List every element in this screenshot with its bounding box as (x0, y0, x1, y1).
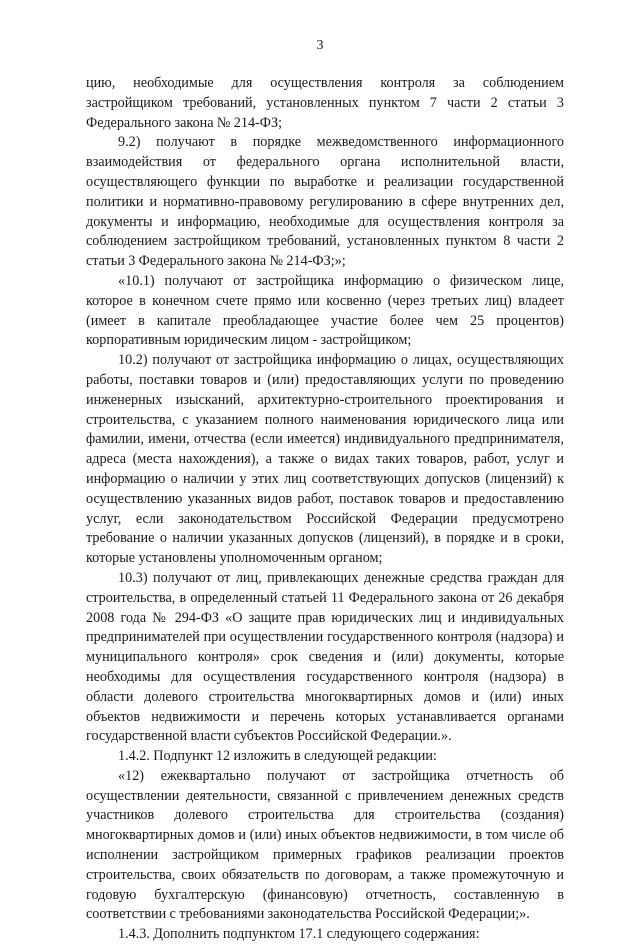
paragraph-continuation: цию, необходимые для осуществления контроля за соблюдением застройщиком требований, установленных пунктом 7 части 2 статьи 3 Федерального закона № 214-ФЗ; (86, 75, 564, 131)
paragraph-9-2: 9.2) получают в порядке межведомственного информационного взаимодействия от федерального органа исполнительной власти, осуществляющего функции по выработке и реализации государственной политики и нормативно-правовому регулированию в сфере внутренних дел, документы и информацию, необходимые для осуществления контроля за соблюдением застройщиком требований, установленных пунктом 8 части 2 статьи 3 Федерального закона № 214-ФЗ;»; (86, 134, 564, 270)
body-text (86, 74, 564, 945)
paragraph-10-3: 10.3) получают от лиц, привлекающих денежные средства граждан для строительства, в определенный статьей 11 Федерального закона от 26 декабря 2008 года № 294-ФЗ «О защите прав юридических лиц и индивидуальных предпринимателей при осуществлении государственного контроля (надзора) и муниципального контроля» срок сведения и (или) документы, которые необходимы для осуществления государственного контроля (надзора) в области долевого строительства многоквартирных домов и (или) иных объектов недвижимости и перечень которых устанавливается органами государственной власти субъектов Российской Федерации.». (86, 569, 564, 745)
page-number: 3 (316, 38, 324, 53)
paragraph-10-1: «10.1) получают от застройщика информацию о физическом лице, которое в конечном счете прямо или косвенно (через третьих лиц) владеет (имеет в капитале преобладающее участие более чем 25 процентов) корпоративным юридическим лицом - застройщиком; (86, 272, 564, 349)
paragraph-1-4-3: 1.4.3. Дополнить подпунктом 17.1 следующего содержания: (118, 926, 480, 943)
paragraph-12: «12) ежеквартально получают от застройщика отчетность об осуществлении деятельности, связанной с привлечением денежных средств участников долевого строительства для строительства (создания) многоквартирных домов и (или) иных объектов недвижимости, в том числе об исполнении застройщиком примерных графиков реализации проектов строительства, своих обязательств по договорам, а также промежуточную и годовую бухгалтерскую (финансовую) отчетность, составленную в соответствии с требованиями законодательства Российской Федерации;». (86, 767, 564, 923)
paragraph-10-2: 10.2) получают от застройщика информацию о лицах, осуществляющих работы, поставки товаров и (или) предоставляющих услуги по проведению инженерных изысканий, архитектурно-строительного проектирования и строительства, с указанием полного наименования юридического лица или фамилии, имени, отчества (если имеется) индивидуального предпринимателя, адреса (места нахождения), а также о видах таких товаров, работ, услуг и информацию о наличии у этих лиц соответствующих допусков (лицензий) к осуществлению указанных видов работ, поставок товаров и предоставлению услуг, если законодательством Российской Федерации предусмотрено требование о наличии указанных допусков (лицензий), в порядке и в сроки, которые установлены уполномоченным органом; (86, 352, 564, 567)
paragraph-1-4-2: 1.4.2. Подпункт 12 изложить в следующей редакции: (118, 748, 437, 765)
